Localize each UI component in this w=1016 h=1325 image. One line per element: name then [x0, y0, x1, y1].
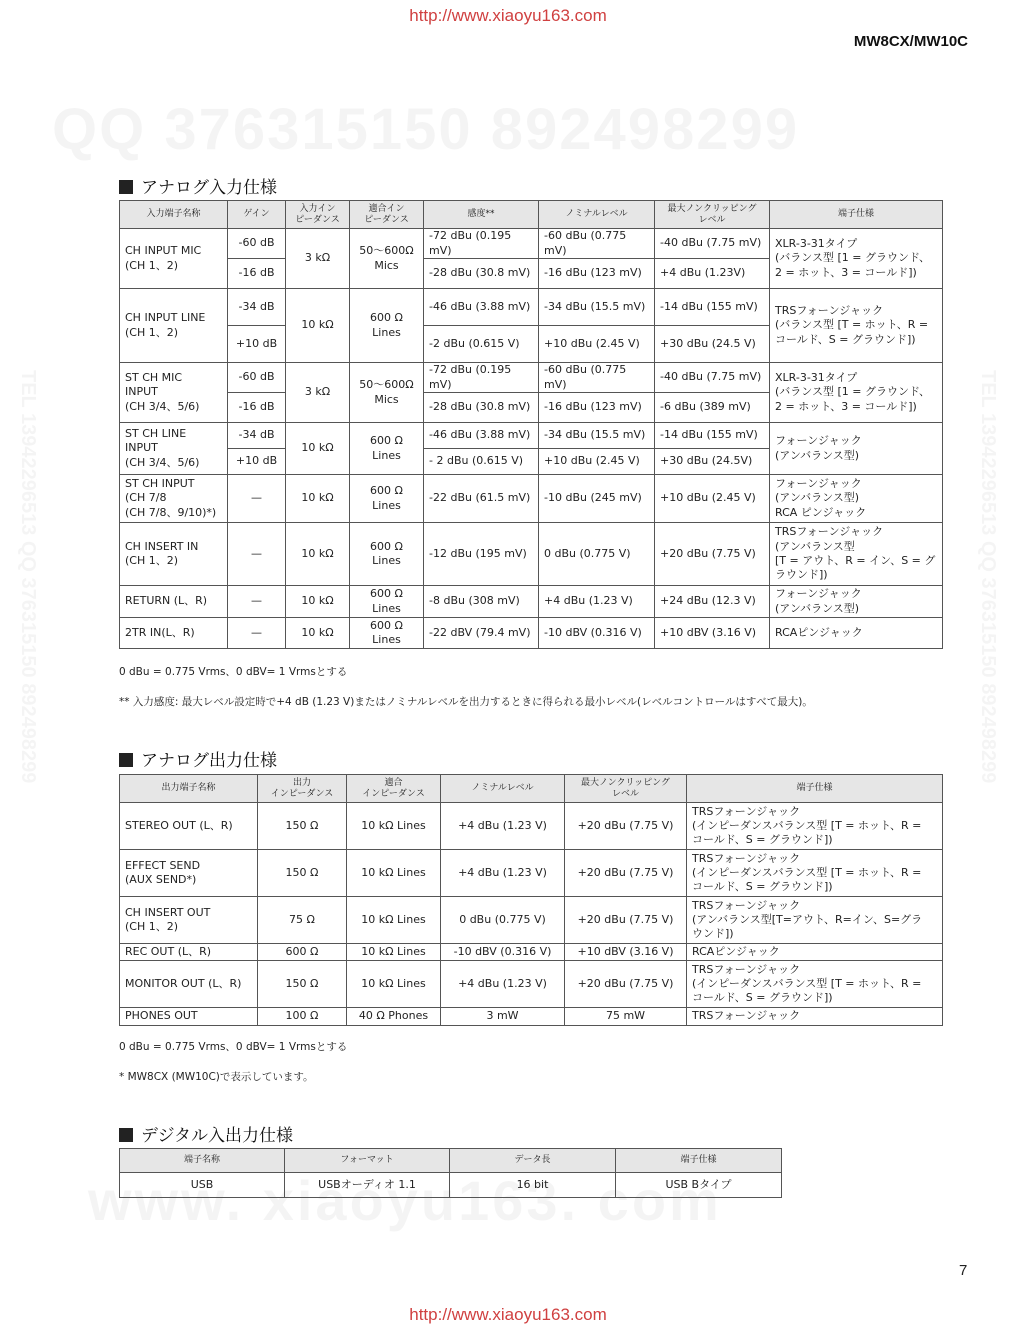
load-value: 600 Ω Lines [350, 475, 424, 523]
digital-io-title-text: デジタル入出力仕様 [141, 1126, 293, 1146]
impedance-value: 10 kΩ [286, 523, 350, 586]
impedance-value: 100 Ω [258, 1008, 347, 1026]
analog-output-title-text: アナログ出力仕様 [141, 751, 277, 771]
load-value: 40 Ω Phones [347, 1008, 441, 1026]
impedance-value: 10 kΩ [286, 475, 350, 523]
connector-value: TRSフォーンジャック (インピーダンスバランス型 [T = ホット、R = コールド、S = グラウンド]) [687, 850, 943, 897]
analog-output-note-1: 0 dBu = 0.775 Vrms、0 dBV= 1 Vrmsとする [119, 1041, 348, 1053]
row-name: CH INSERT OUT (CH 1、2) [120, 897, 258, 944]
gain-value: — [228, 618, 286, 649]
gain-value: -34 dB [228, 423, 286, 449]
analog-input-table [119, 200, 943, 649]
max-value: +4 dBu (1.23V) [655, 259, 770, 289]
col-impedance: 出力 インピーダンス [258, 775, 347, 803]
table-row [120, 523, 943, 586]
impedance-value: 600 Ω [258, 944, 347, 961]
load-value: 600 Ω Lines [350, 618, 424, 649]
table-header-row [120, 1149, 782, 1173]
nominal-value: -10 dBV (0.316 V) [441, 944, 565, 961]
section-bullet-icon [119, 180, 133, 194]
row-name: ST CH LINE INPUT (CH 3/4、5/6) [120, 423, 228, 475]
gain-value: -16 dB [228, 393, 286, 423]
col-format: フォーマット [285, 1149, 450, 1173]
gain-value: +10 dB [228, 326, 286, 363]
analog-input-note-2: ** 入力感度: 最大レベル設定時で+4 dB (1.23 V)またはノミナルレベルを出力するときに得られる最小レベル(レベルコントロールはすべて最大)。 [119, 696, 813, 708]
gain-value: -60 dB [228, 229, 286, 259]
load-value: 10 kΩ Lines [347, 961, 441, 1008]
sensitivity-value: -22 dBV (79.4 mV) [424, 618, 539, 649]
watermark-tel-right [976, 370, 999, 783]
connector-value: TRSフォーンジャック (バランス型 [T = ホット、R = コールド、S = グラウンド]) [770, 289, 943, 363]
nominal-value: 3 mW [441, 1008, 565, 1026]
load-value: 600 Ω Lines [350, 423, 424, 475]
table-row [120, 475, 943, 523]
impedance-value: 10 kΩ [286, 289, 350, 363]
nominal-value: -34 dBu (15.5 mV) [539, 423, 655, 449]
col-sensitivity: 感度** [424, 201, 539, 229]
gain-value: — [228, 475, 286, 523]
sensitivity-value: -2 dBu (0.615 V) [424, 326, 539, 363]
connector-value: TRSフォーンジャック (インピーダンスバランス型 [T = ホット、R = コールド、S = グラウンド]) [687, 803, 943, 850]
row-name: MONITOR OUT (L、R) [120, 961, 258, 1008]
connector-value: USB Bタイプ [616, 1173, 782, 1198]
table-row [120, 229, 943, 259]
analog-output-title [119, 746, 277, 771]
table-row [120, 289, 943, 326]
impedance-value: 10 kΩ [286, 618, 350, 649]
max-value: -6 dBu (389 mV) [655, 393, 770, 423]
col-connector: 端子仕様 [687, 775, 943, 803]
sensitivity-value: -8 dBu (308 mV) [424, 586, 539, 618]
sensitivity-value: -46 dBu (3.88 mV) [424, 289, 539, 326]
sensitivity-value: -22 dBu (61.5 mV) [424, 475, 539, 523]
nominal-value: -16 dBu (123 mV) [539, 393, 655, 423]
table-row [120, 944, 943, 961]
load-value: 50〜600Ω Mics [350, 229, 424, 289]
impedance-value: 3 kΩ [286, 229, 350, 289]
row-name: 2TR IN(L、R) [120, 618, 228, 649]
table-row [120, 618, 943, 649]
max-value: -40 dBu (7.75 mV) [655, 363, 770, 393]
analog-output-note-2: * MW8CX (MW10C)で表示しています。 [119, 1071, 314, 1083]
row-name: ST CH MIC INPUT (CH 3/4、5/6) [120, 363, 228, 423]
table-row [120, 1008, 943, 1026]
impedance-value: 10 kΩ [286, 423, 350, 475]
max-value: +20 dBu (7.75 V) [565, 897, 687, 944]
model-name: MW8CX/MW10C [853, 33, 968, 50]
connector-value: RCAピンジャック [770, 618, 943, 649]
impedance-value: 150 Ω [258, 961, 347, 1008]
gain-value: — [228, 523, 286, 586]
max-value: +20 dBu (7.75 V) [565, 961, 687, 1008]
row-name: CH INPUT MIC (CH 1、2) [120, 229, 228, 289]
col-name: 入力端子名称 [120, 201, 228, 229]
impedance-value: 10 kΩ [286, 586, 350, 618]
load-value: 600 Ω Lines [350, 586, 424, 618]
nominal-value: 0 dBu (0.775 V) [441, 897, 565, 944]
col-length: データ長 [450, 1149, 616, 1173]
nominal-value: -10 dBV (0.316 V) [539, 618, 655, 649]
connector-value: フォーンジャック (アンバランス型) RCA ピンジャック [770, 475, 943, 523]
table-row [120, 850, 943, 897]
col-max: 最大ノンクリッピング レベル [565, 775, 687, 803]
max-value: +24 dBu (12.3 V) [655, 586, 770, 618]
nominal-value: -34 dBu (15.5 mV) [539, 289, 655, 326]
max-value: +20 dBu (7.75 V) [565, 850, 687, 897]
connector-value: XLR-3-31タイプ (バランス型 [1 = グラウンド、 2 = ホット、3 = コールド]) [770, 363, 943, 423]
nominal-value: -16 dBu (123 mV) [539, 259, 655, 289]
row-name: STEREO OUT (L、R) [120, 803, 258, 850]
max-value: +10 dBV (3.16 V) [565, 944, 687, 961]
nominal-value: +4 dBu (1.23 V) [441, 961, 565, 1008]
sensitivity-value: -72 dBu (0.195 mV) [424, 363, 539, 393]
col-name: 端子名称 [120, 1149, 285, 1173]
impedance-value: 150 Ω [258, 803, 347, 850]
length-value: 16 bit [450, 1173, 616, 1198]
connector-value: フォーンジャック (アンバランス型) [770, 586, 943, 618]
col-impedance: 入力イン ピーダンス [286, 201, 350, 229]
nominal-value: +4 dBu (1.23 V) [441, 803, 565, 850]
gain-value: -16 dB [228, 259, 286, 289]
row-name: USB [120, 1173, 285, 1198]
row-name: EFFECT SEND (AUX SEND*) [120, 850, 258, 897]
format-value: USBオーディオ 1.1 [285, 1173, 450, 1198]
row-name: RETURN (L、R) [120, 586, 228, 618]
col-load: 適合イン ピーダンス [350, 201, 424, 229]
table-row [120, 961, 943, 1008]
nominal-value: 0 dBu (0.775 V) [539, 523, 655, 586]
table-row [120, 803, 943, 850]
connector-value: TRSフォーンジャック (アンバランス型 [T = アウト、R = イン、S = グ ラウンド]) [770, 523, 943, 586]
table-row [120, 363, 943, 393]
col-nominal: ノミナルレベル [441, 775, 565, 803]
sensitivity-value: -28 dBu (30.8 mV) [424, 259, 539, 289]
max-value: -14 dBu (155 mV) [655, 423, 770, 449]
sensitivity-value: -12 dBu (195 mV) [424, 523, 539, 586]
load-value: 10 kΩ Lines [347, 850, 441, 897]
max-value: +30 dBu (24.5 V) [655, 326, 770, 363]
gain-value: -34 dB [228, 289, 286, 326]
max-value: +10 dBV (3.16 V) [655, 618, 770, 649]
max-value: +20 dBu (7.75 V) [655, 523, 770, 586]
page-number: 7 [959, 1262, 968, 1279]
row-name: REC OUT (L、R) [120, 944, 258, 961]
max-value: +30 dBu (24.5V) [655, 449, 770, 475]
col-name: 出力端子名称 [120, 775, 258, 803]
nominal-value: +4 dBu (1.23 V) [539, 586, 655, 618]
nominal-value: -60 dBu (0.775 mV) [539, 229, 655, 259]
watermark-tel-left [16, 370, 39, 783]
table-row [120, 586, 943, 618]
sensitivity-value: -28 dBu (30.8 mV) [424, 393, 539, 423]
impedance-value: 75 Ω [258, 897, 347, 944]
nominal-value: +10 dBu (2.45 V) [539, 326, 655, 363]
load-value: 10 kΩ Lines [347, 897, 441, 944]
connector-value: XLR-3-31タイプ (バランス型 [1 = グラウンド、 2 = ホット、3 = コールド]) [770, 229, 943, 289]
watermark-qq [52, 96, 799, 163]
load-value: 600 Ω Lines [350, 289, 424, 363]
col-load: 適合 インピーダンス [347, 775, 441, 803]
gain-value: -60 dB [228, 363, 286, 393]
row-name: ST CH INPUT (CH 7/8 (CH 7/8、9/10)*) [120, 475, 228, 523]
nominal-value: +10 dBu (2.45 V) [539, 449, 655, 475]
impedance-value: 3 kΩ [286, 363, 350, 423]
row-name: CH INSERT IN (CH 1、2) [120, 523, 228, 586]
max-value: -40 dBu (7.75 mV) [655, 229, 770, 259]
row-name: CH INPUT LINE (CH 1、2) [120, 289, 228, 363]
connector-value: フォーンジャック (アンバランス型) [770, 423, 943, 475]
col-connector: 端子仕様 [770, 201, 943, 229]
analog-output-table [119, 774, 943, 1026]
table-row [120, 897, 943, 944]
col-connector: 端子仕様 [616, 1149, 782, 1173]
analog-input-title [119, 173, 277, 198]
section-bullet-icon [119, 753, 133, 767]
digital-io-title [119, 1121, 293, 1146]
connector-value: TRSフォーンジャック (インピーダンスバランス型 [T = ホット、R = コールド、S = グラウンド]) [687, 961, 943, 1008]
row-name: PHONES OUT [120, 1008, 258, 1026]
table-row [120, 1173, 782, 1198]
analog-input-title-text: アナログ入力仕様 [141, 178, 277, 198]
col-gain: ゲイン [228, 201, 286, 229]
load-value: 10 kΩ Lines [347, 944, 441, 961]
digital-io-table [119, 1148, 782, 1198]
sensitivity-value: - 2 dBu (0.615 V) [424, 449, 539, 475]
max-value: 75 mW [565, 1008, 687, 1026]
max-value: +10 dBu (2.45 V) [655, 475, 770, 523]
nominal-value: -10 dBu (245 mV) [539, 475, 655, 523]
header-url[interactable]: http://www.xiaoyu163.com [409, 6, 607, 25]
sensitivity-value: -72 dBu (0.195 mV) [424, 229, 539, 259]
footer-url[interactable]: http://www.xiaoyu163.com [409, 1305, 607, 1324]
col-max: 最大ノンクリッピング レベル [655, 201, 770, 229]
nominal-value: +4 dBu (1.23 V) [441, 850, 565, 897]
connector-value: TRSフォーンジャック [687, 1008, 943, 1026]
table-header-row [120, 201, 943, 229]
analog-input-note-1: 0 dBu = 0.775 Vrms、0 dBV= 1 Vrmsとする [119, 666, 348, 678]
nominal-value: -60 dBu (0.775 mV) [539, 363, 655, 393]
sensitivity-value: -46 dBu (3.88 mV) [424, 423, 539, 449]
impedance-value: 150 Ω [258, 850, 347, 897]
col-nominal: ノミナルレベル [539, 201, 655, 229]
table-row [120, 423, 943, 449]
load-value: 50〜600Ω Mics [350, 363, 424, 423]
connector-value: TRSフォーンジャック (アンバランス型[T=アウト、R=イン、S=グラ ウンド]) [687, 897, 943, 944]
table-header-row [120, 775, 943, 803]
load-value: 600 Ω Lines [350, 523, 424, 586]
load-value: 10 kΩ Lines [347, 803, 441, 850]
connector-value: RCAピンジャック [687, 944, 943, 961]
section-bullet-icon [119, 1128, 133, 1142]
gain-value: — [228, 586, 286, 618]
max-value: +20 dBu (7.75 V) [565, 803, 687, 850]
gain-value: +10 dB [228, 449, 286, 475]
max-value: -14 dBu (155 mV) [655, 289, 770, 326]
